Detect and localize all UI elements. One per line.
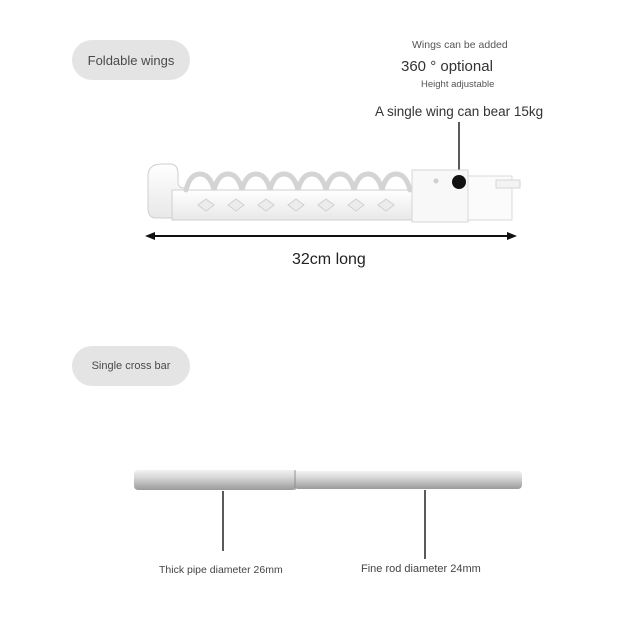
fine-rod-text: Fine rod diameter 24mm <box>361 563 481 575</box>
foldable-wing-rack <box>148 164 520 222</box>
length-dimension-arrow <box>145 232 517 240</box>
cross-bar-tube <box>134 470 522 490</box>
height-adjustable-text: Height adjustable <box>421 79 495 90</box>
single-cross-bar-label: Single cross bar <box>91 360 171 372</box>
load-point-marker <box>452 175 466 189</box>
rotation-text: 360 ° optional <box>401 58 493 75</box>
length-text: 32cm long <box>292 251 366 268</box>
foldable-wings-label: Foldable wings <box>87 52 175 68</box>
wings-can-be-added-text: Wings can be added <box>412 39 508 51</box>
wing-load-text: A single wing can bear 15kg <box>375 104 544 119</box>
thick-pipe-text: Thick pipe diameter 26mm <box>159 564 283 576</box>
single-cross-bar-pill <box>72 346 190 386</box>
